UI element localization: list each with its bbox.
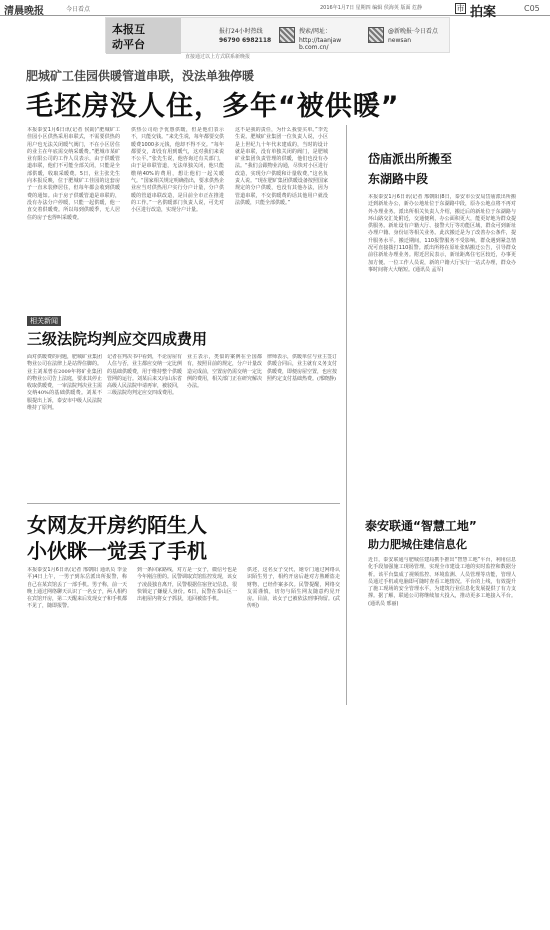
legal-column-4: 律师表示，供暖单位与业主签订供暖合同后，业主就有义务支付供暖费，即便房屋空置，也应按照约定支付基础热费。(邢晓静): [267, 354, 337, 382]
right-story2-title-2: 助力肥城住建信息化: [368, 538, 467, 551]
right-story2-title-1: 泰安联通“智慧工地”: [365, 519, 477, 533]
qr-code-icon: [279, 27, 295, 43]
date-story-column-2: 到一条回家路线，对方是一女子，微信号也是今年刚注册的。民警调取宾馆监控发现，该女子凌晨独自离开，民警根据住宿登记信息，很快锁定了嫌疑人身份。6日，民警在泰山区一出租屋内将女子抓获，追回被盗手机。: [137, 567, 237, 603]
date-story-title-2: 小伙眯一觉丢了手机: [27, 539, 207, 563]
right-story1-body: 本报泰安1月6日讯(记者 邢朝阳)8日，泰安市公安局岱庙派出所搬迁到新址办公，新办公地址位于东湖路中段，原办公地点将不再对外办理业务。派出所相关负责人介绍，搬迁后的新址位于东湖路与环山路交汇处附近，交通便利，办公面积更大，能更好地为群众提供服务。新址设有户籍大厅、接警大厅等功能区域，群众可到新址办理户籍、身份证等相关业务。此次搬迁是为了改善办公条件，提升服务水平。搬迁期间，110报警服务不受影响，群众遇到紧急情况可直接拨打110报警。派出所将在原址张贴搬迁公告，引导群众前往新址办理业务。附近居民表示，新址距离住宅区较近，办事更加方便。一位工作人员说，新的户籍大厅实行一站式办理，群众办事时间将大大缩短。(通讯员 孟军): [368, 194, 516, 273]
newspaper-logo: 清晨晚报: [4, 6, 44, 17]
hotline-number: 96790 6982118: [219, 37, 272, 44]
right-story2-body: 近日，泰安联通与肥城住建局携手推出“智慧工地”平台，利用信息化手段加强施工现场管理，实现全市建设工地的实时监控和数据分析。该平台集成了视频监控、环境监测、人员管理等功能，管理人员通过手机或电脑即可随时查看工地情况。平台的上线，有效提升了施工现场的安全管理水平，为建筑行业信息化发展提供了有力支撑。据了解，联通公司将继续加大投入，推动更多工地接入平台。(通讯员 邢丽): [368, 557, 516, 607]
weibo-label: @新晚报·今日看点: [388, 28, 438, 35]
article-column-1: 本报泰安1月6日讯(记者 侯勋)“肥城矿工佳园小区供热采用串联式，不需要供热的用户也无法关闭暖气阀门，不在小区居住的业主在年底需交纳采暖费。”肥城市某矿业有限公司的工作人员表示，由于供暖管道串联，他们不可能全部关闭，只能是全部供暖，收取采暖费。5日，业主张先生向本报反映，位于肥城矿工佳园的这套房子一直未装修居住，但每年都会收到供暖费的通知。由于房子供暖管道是串联的，没有办法分户停暖，只能一起供暖，他一直交着供暖费。所以每到供暖季，无人居住的房子也得叫采暖费。: [27, 127, 120, 221]
column-divider: [346, 125, 347, 705]
date-story-title-1: 女网友开房约陌生人: [27, 513, 207, 537]
article-column-3: 这不是我的责任，为什么我要买单。”李先生说。肥城矿业集团一位负责人说，小区是上世纪九十年代末建成的，当时的设计就是串联，没有单独关闭的阀门，是肥城矿业集团负责管理的供暖，他们也没有办法。“我们会跟物业沟通，尽快对小区进行改造，实现分户供暖和计量收费，”这名负责人说。“现在肥矿集团供暖设备按照国家规定的分户供暖，也没有其他办法，因为管道串联，不交供暖费的话其他用户就没法供暖，只能全部供暖。”: [235, 127, 328, 206]
banner-title-line1: 本报互: [112, 23, 145, 36]
interactive-banner: [105, 17, 450, 53]
page-section-label: 今日看点: [66, 6, 91, 13]
legal-column-2: 记者在判决书中看到，不论房屋有人住与否，业主都应交纳一定比例的基础供暖费，用于维持整个供暖管网的运行。刘某后来又向山东省高级人民法院申请再审，被驳回，三级法院均判定应交四成费用。: [107, 354, 182, 397]
divider: [27, 503, 340, 504]
page-header: [0, 0, 550, 20]
web-url: http://taanjaw b.com.cn/: [299, 37, 342, 51]
article-column-2: 供热公司给予优惠供暖，但是他们表示不，只能交钱。“来先生说，每年都要交供暖费1000多元钱，他却不得不交。“每年都要交，却没有用到暖气，这对我们来说不公平。”张先生说，他咨询过有关部门，由于是串联管道，无法单独关闭，他只能缴纳40%的费用，想让他们一起关暖气。“国家相关规定明确指出，要求供热企业应当对供热用户实行分户计量，分户供暖的管道串联改造，是目前全市正在推进的工作。”一名供暖部门负责人说，可先对小区进行改造，实现分户计量。: [131, 127, 224, 214]
date-story-column-3: 供述，这名女子交代，她专门通过网络认识陌生男子，相约开房后趁对方熟睡盗走财物，已经作案多次。民警提醒，网络交友需谨慎，切勿与陌生网友随意约见开房。目前，该女子已被依法刑事拘留。(武传明): [247, 567, 340, 610]
date-story-column-1: 本报泰安1月6日讯(记者 邢朝阳 通讯员 李金平)4日上午，一男子到东岳派出所报警，称自己在某宾馆丢了一部手机。男子称，前一天晚上通过网络聊天认识了一名女子，两人相约在宾馆开房，第二天醒来后发现女子和手机都不见了，随即报警。: [27, 567, 127, 610]
legal-title: 三级法院均判应交四成费用: [27, 330, 208, 348]
section-box: 市: [456, 4, 465, 13]
hotline-label: 报打24小时热线: [219, 28, 263, 35]
right-story1-title-2: 东湖路中段: [368, 172, 429, 186]
legal-column-3: 业主表示，类似的案例在全国都有，按照目前的规定，分户计量改造完成前，空置房仍需交纳一定比例的费用，相关部门正在研究解决办法。: [187, 354, 262, 390]
banner-title-box: [106, 18, 181, 54]
legal-column-1: 面对供暖费的问题，肥城矿业集团物业公司在法律上是站得住脚的。业主刘某曾在2009年将矿业集团的物业公司告上法庭，要求其停止收取供暖费，一审法院判决业主需交纳40%的基础供暖费。刘某不服提出上诉，泰安市中级人民法院维持了原判。: [27, 354, 102, 412]
page-number: C05: [524, 4, 540, 13]
article-headline: 毛坯房没人住，多年“被供暖”: [26, 91, 400, 122]
article-subtitle: 肥城矿工佳园供暖管道串联，没法单独停暖: [26, 69, 255, 83]
date-line: 2016年1月7日 星期四 编辑 侯海英 版面 危静: [320, 5, 423, 11]
web-label: 搜索/网址：: [299, 28, 332, 35]
related-news-tag: 相关新闻: [27, 316, 61, 326]
banner-footnote: 直接通过以上方式联系新晚报: [185, 54, 251, 60]
banner-title-line2: 动平台: [112, 38, 145, 51]
section-title: 拍案: [470, 5, 497, 20]
weibo-qr-icon: [368, 27, 384, 43]
weibo-id: newsan: [388, 37, 412, 44]
right-story1-title-1: 岱庙派出所搬至: [368, 152, 453, 166]
